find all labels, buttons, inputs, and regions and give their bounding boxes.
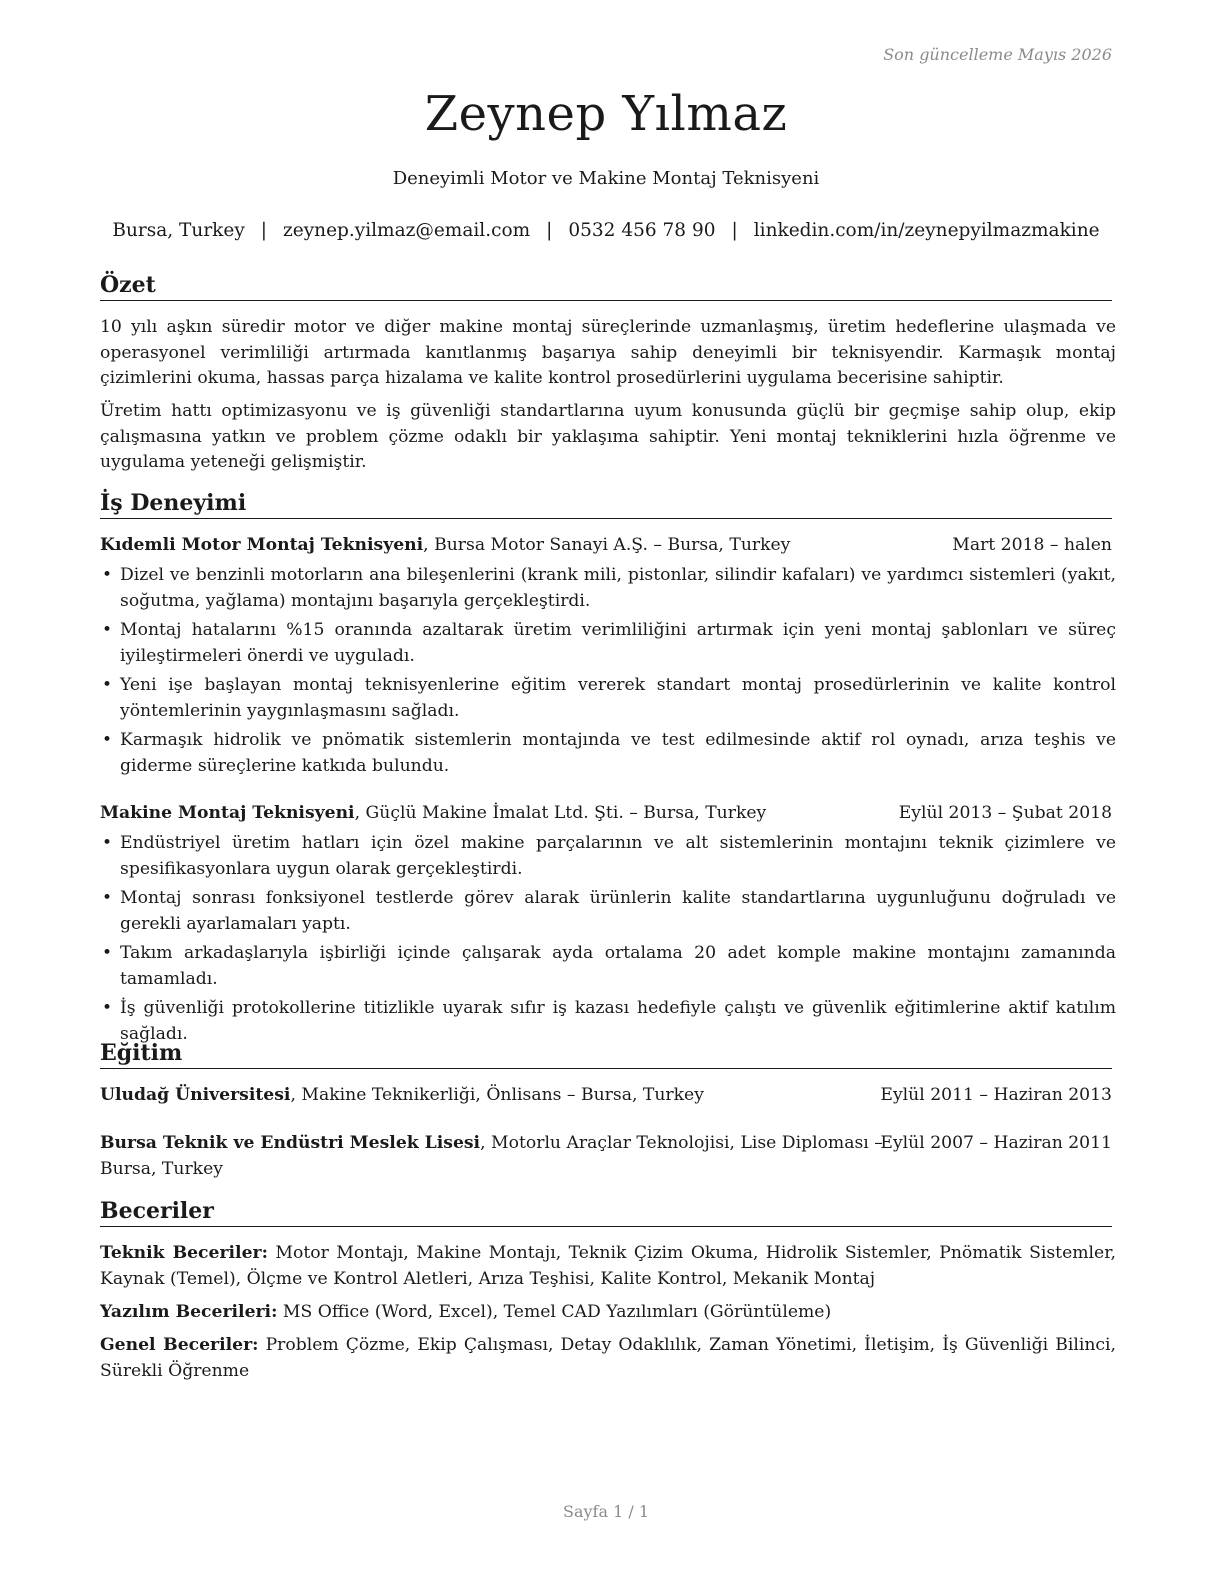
education-dates: Eylül 2011 – Haziran 2013 bbox=[880, 1085, 1112, 1105]
list-item: • Takım arkadaşlarıyla işbirliği içinde çalışarak ayda ortalama 20 adet komple makine montajını zamanında tamamladı. bbox=[102, 943, 1116, 989]
job-bullets bbox=[100, 831, 1116, 1051]
contact-separator: | bbox=[731, 220, 738, 241]
resume-page bbox=[100, 0, 1117, 1584]
school-location: Bursa, Turkey bbox=[100, 1158, 223, 1179]
school-detail: , Motorlu Araçlar Teknolojisi, Lise Diploması – bbox=[480, 1133, 883, 1153]
contact-email[interactable]: zeynep.yilmaz@email.com bbox=[283, 220, 531, 241]
list-item: • Dizel ve benzinli motorların ana bileşenlerini (krank mili, pistonlar, silindir kafaları) ve yardımcı sistemleri (yakıt, soğutma, yağlama) montajını başarıyla gerçekleştirdi. bbox=[102, 565, 1116, 611]
section-heading-education: Eğitim bbox=[100, 1039, 1112, 1069]
job-dates: Mart 2018 – halen bbox=[952, 535, 1112, 555]
section-heading-skills: Beceriler bbox=[100, 1197, 1112, 1227]
education-dates: Eylül 2007 – Haziran 2011 bbox=[880, 1133, 1112, 1153]
job-role: Makine Montaj Teknisyeni bbox=[100, 803, 355, 823]
contact-line bbox=[100, 220, 1112, 241]
list-item: • Endüstriyel üretim hatları için özel makine parçalarının ve alt sistemlerinin montajını teknik çizimlere ve spesifikasyonlara uygun olarak gerçekleştirdi. bbox=[102, 833, 1116, 879]
page-number: Sayfa 1 / 1 bbox=[562, 1502, 649, 1521]
list-item: • Montaj sonrası fonksiyonel testlerde görev alarak ürünlerin kalite standartlarına uygunluğunu doğruladı ve gerekli ayarlamaları yaptı. bbox=[102, 888, 1116, 934]
job-company: , Bursa Motor Sanayi A.Ş. – Bursa, Turkey bbox=[423, 535, 791, 555]
last-updated: Son güncelleme Mayıs 2026 bbox=[883, 45, 1112, 64]
job-company: , Güçlü Makine İmalat Ltd. Şti. – Bursa, Turkey bbox=[354, 803, 767, 823]
job-dates: Eylül 2013 – Şubat 2018 bbox=[898, 803, 1112, 823]
list-item: • Yeni işe başlayan montaj teknisyenlerine eğitim vererek standart montaj prosedürlerinin ve kalite kontrol yöntemlerinin yaygınlaşmasını sağladı. bbox=[102, 675, 1116, 721]
job-header bbox=[100, 533, 1112, 558]
school-name: Bursa Teknik ve Endüstri Meslek Lisesi bbox=[100, 1133, 481, 1153]
contact-phone[interactable]: 0532 456 78 90 bbox=[568, 220, 716, 241]
contact-separator: | bbox=[260, 220, 268, 241]
summary-paragraph-1: 10 yılı aşkın süredir motor ve diğer makine montaj süreçlerinde uzmanlaşmış, üretim hedeflerine ulaşmada ve operasyonel verimliliği artırmada kanıtlanmış başarıya sahip deneyimli bir teknisyendir. Karmaşık montaj çizimlerini okuma, hassas parça hizalama ve kalite kontrol prosedürlerini uygulama becerisine sahiptir. bbox=[100, 317, 1116, 388]
section-heading-summary: Özet bbox=[100, 271, 1112, 301]
list-item: • İş güvenliği protokollerine titizlikle uyarak sıfır iş kazası hedefiyle çalıştı ve güvenlik eğitimlerine aktif katılım sağladı. bbox=[102, 998, 1116, 1044]
job-role: Kıdemli Motor Montaj Teknisyeni bbox=[100, 535, 424, 555]
skills-general: Genel Beceriler: Problem Çözme, Ekip Çalışması, Detay Odaklılık, Zaman Yönetimi, İletişim, İş Güvenliği Bilinci, Sürekli Öğrenme bbox=[100, 1335, 1116, 1381]
job-header bbox=[100, 801, 1112, 826]
contact-linkedin[interactable]: linkedin.com/in/zeynepyilmazmakine bbox=[753, 220, 1100, 241]
candidate-title: Deneyimli Motor ve Makine Montaj Teknisyeni bbox=[392, 168, 820, 189]
section-heading-experience: İş Deneyimi bbox=[100, 489, 1112, 519]
school-detail: , Makine Teknikerliği, Önlisans – Bursa, Turkey bbox=[290, 1085, 704, 1105]
skills-software: Yazılım Becerileri: MS Office (Word, Excel), Temel CAD Yazılımları (Görüntüleme) bbox=[100, 1302, 832, 1322]
education-entry bbox=[100, 1131, 1112, 1182]
list-item: • Montaj hatalarını %15 oranında azaltarak üretim verimliliğini artırmak için yeni montaj şablonları ve süreç iyileştirmeleri önerdi ve uyguladı. bbox=[102, 620, 1116, 666]
list-item: • Karmaşık hidrolik ve pnömatik sistemlerin montajında ve test edilmesinde aktif rol oynadı, arıza teşhis ve giderme süreçlerine katkıda bulundu. bbox=[102, 730, 1116, 776]
skills-technical: Teknik Beceriler: Motor Montajı, Makine Montajı, Teknik Çizim Okuma, Hidrolik Sistemler, Pnömatik Sistemler, Kaynak (Temel), Ölçme ve Kontrol Aletleri, Arıza Teşhisi, Kalite Kontrol, Mekanik Montaj bbox=[100, 1243, 1117, 1289]
education-entry bbox=[100, 1083, 1112, 1108]
contact-separator: | bbox=[546, 220, 553, 241]
job-bullets bbox=[100, 563, 1116, 783]
summary-paragraph-2: Üretim hattı optimizasyonu ve iş güvenliği standartlarına uyum konusunda güçlü bir geçmişe sahip olup, ekip çalışmasına yatkın ve problem çözme odaklı bir yaklaşıma sahiptir. Yeni montaj tekniklerini hızla öğrenme ve uygulama yeteneği gelişmiştir. bbox=[100, 401, 1116, 472]
school-name: Uludağ Üniversitesi bbox=[100, 1085, 291, 1105]
candidate-name: Zeynep Yılmaz bbox=[424, 86, 788, 142]
contact-location: Bursa, Turkey bbox=[112, 220, 245, 241]
